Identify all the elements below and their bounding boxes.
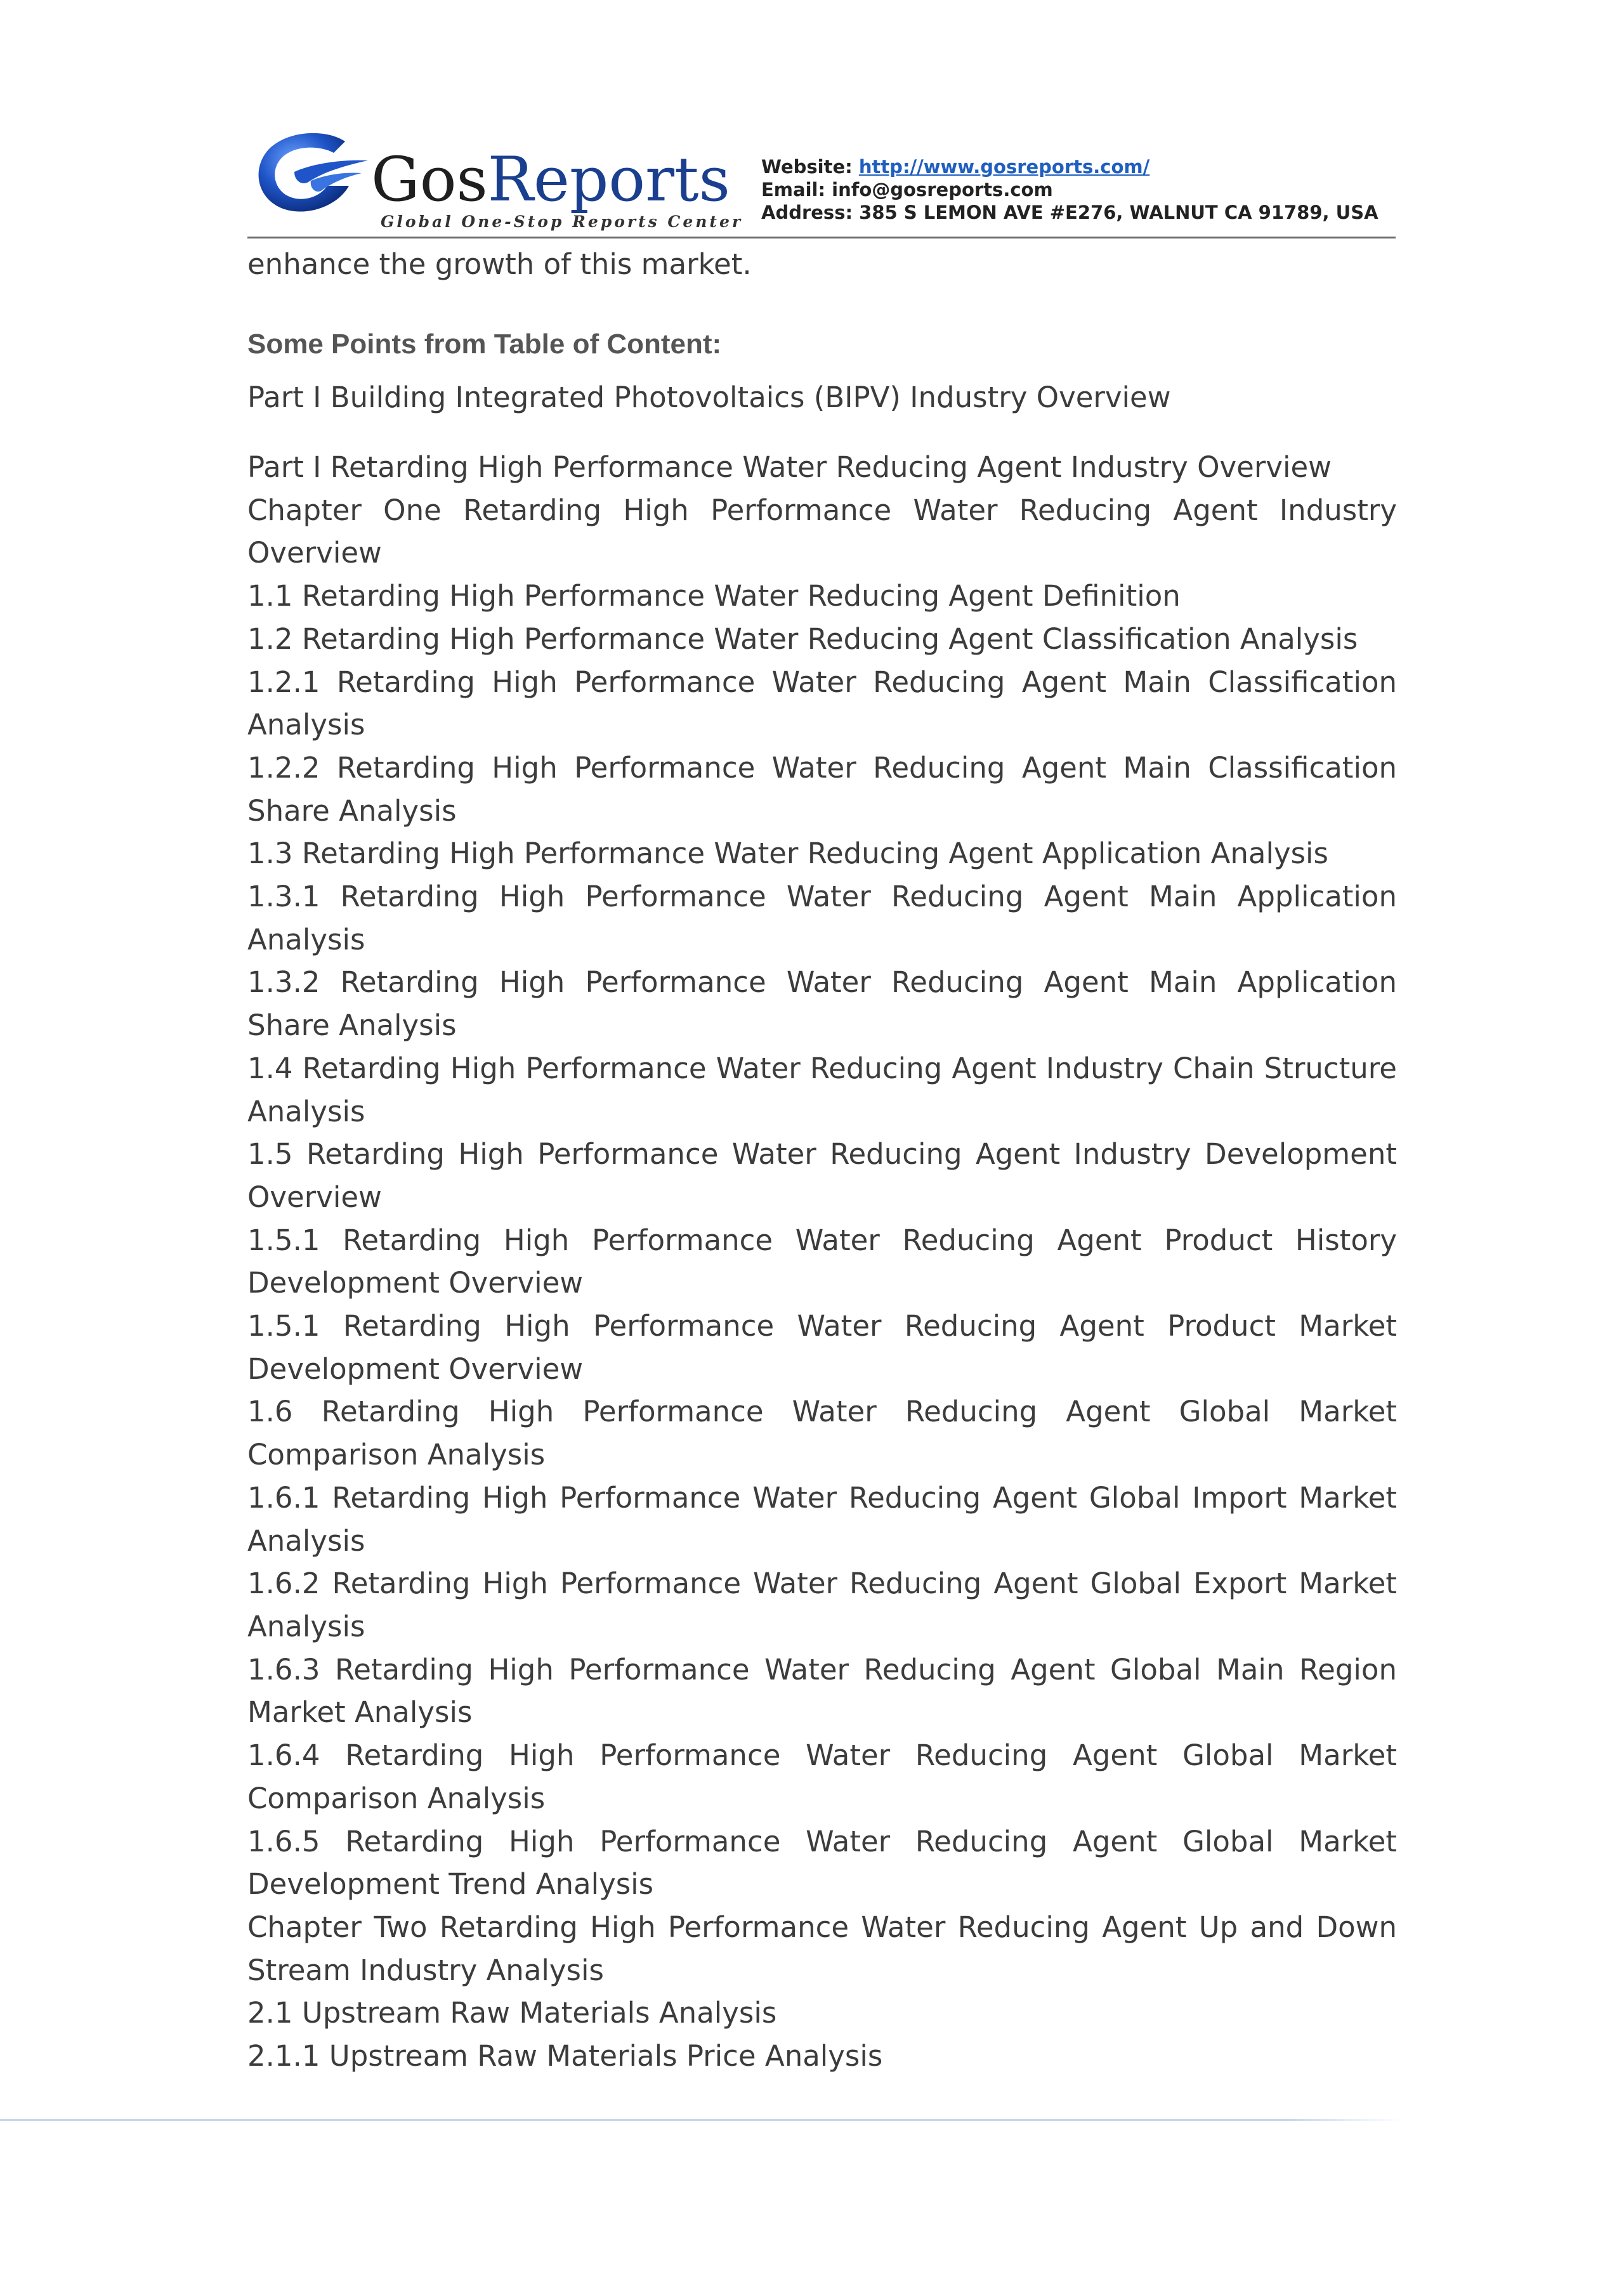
toc-item: 1.6 Retarding High Performance Water Reducing Agent Global Market Comparison Analysis bbox=[247, 1395, 1397, 1472]
logo-word-gos: Gos bbox=[371, 144, 488, 215]
toc-item: 1.2 Retarding High Performance Water Reducing Agent Classification Analysis bbox=[247, 622, 1358, 656]
intro-text: enhance the growth of this market. bbox=[247, 247, 752, 281]
website-line bbox=[761, 155, 1378, 178]
toc-item: 1.6.3 Retarding High Performance Water Reducing Agent Global Main Region Market Analysis bbox=[247, 1652, 1397, 1730]
website-label: Website: bbox=[761, 156, 859, 178]
toc-item: 1.6.5 Retarding High Performance Water Reducing Agent Global Market Development Trend Analysis bbox=[247, 1824, 1397, 1901]
toc-item: 1.2.1 Retarding High Performance Water Reducing Agent Main Classification Analysis bbox=[247, 665, 1397, 742]
toc-item: 1.6.1 Retarding High Performance Water Reducing Agent Global Import Market Analysis bbox=[247, 1480, 1397, 1558]
address-line: Address: 385 S LEMON AVE #E276, WALNUT CA 91789, USA bbox=[761, 202, 1378, 223]
toc-part-line: Part I Building Integrated Photovoltaics (BIPV) Industry Overview bbox=[247, 381, 1171, 414]
email-line: Email: info@gosreports.com bbox=[761, 179, 1053, 200]
toc-item: Chapter Two Retarding High Performance Water Reducing Agent Up and Down Stream Industry Analysis bbox=[247, 1910, 1397, 1987]
globe-swoosh-icon bbox=[250, 127, 370, 216]
footer-divider bbox=[0, 2119, 1402, 2121]
toc-heading: Some Points from Table of Content: bbox=[247, 329, 722, 360]
document-body bbox=[247, 243, 1397, 2078]
toc-item: 2.1.1 Upstream Raw Materials Price Analysis bbox=[247, 2039, 883, 2073]
toc-item: 1.5 Retarding High Performance Water Reducing Agent Industry Development Overview bbox=[247, 1137, 1397, 1214]
toc-item: 1.3 Retarding High Performance Water Reducing Agent Application Analysis bbox=[247, 837, 1329, 871]
toc-item: 1.2.2 Retarding High Performance Water Reducing Agent Main Classification Share Analysis bbox=[247, 750, 1397, 828]
toc-item: 1.4 Retarding High Performance Water Reducing Agent Industry Chain Structure Analysis bbox=[247, 1051, 1397, 1128]
toc-item: 1.5.1 Retarding High Performance Water Reducing Agent Product History Development Overview bbox=[247, 1223, 1397, 1300]
toc-item: 2.1 Upstream Raw Materials Analysis bbox=[247, 1996, 777, 2030]
toc-item: 1.6.2 Retarding High Performance Water Reducing Agent Global Export Market Analysis bbox=[247, 1567, 1397, 1643]
logo-wordmark bbox=[371, 144, 730, 215]
toc-list bbox=[247, 446, 1397, 2078]
gosreports-logo[interactable] bbox=[247, 124, 743, 235]
toc-item: 1.1 Retarding High Performance Water Reducing Agent Definition bbox=[247, 579, 1181, 613]
page-header bbox=[247, 124, 1396, 238]
logo-tagline: Global One-Stop Reports Center bbox=[381, 212, 743, 231]
toc-item: 1.5.1 Retarding High Performance Water Reducing Agent Product Market Development Overview bbox=[247, 1309, 1397, 1386]
toc-item: 1.3.1 Retarding High Performance Water Reducing Agent Main Application Analysis bbox=[247, 880, 1397, 956]
toc-item: 1.3.2 Retarding High Performance Water Reducing Agent Main Application Share Analysis bbox=[247, 965, 1397, 1043]
logo-word-reports: Reports bbox=[487, 144, 730, 215]
contact-block bbox=[761, 155, 1378, 224]
website-link[interactable]: http://www.gosreports.com/ bbox=[858, 156, 1150, 178]
header-divider bbox=[247, 237, 1396, 238]
toc-item: 1.6.4 Retarding High Performance Water Reducing Agent Global Market Comparison Analysis bbox=[247, 1738, 1397, 1815]
toc-item: Chapter One Retarding High Performance Water Reducing Agent Industry Overview bbox=[247, 493, 1397, 570]
toc-item: Part I Retarding High Performance Water Reducing Agent Industry Overview bbox=[247, 450, 1332, 484]
